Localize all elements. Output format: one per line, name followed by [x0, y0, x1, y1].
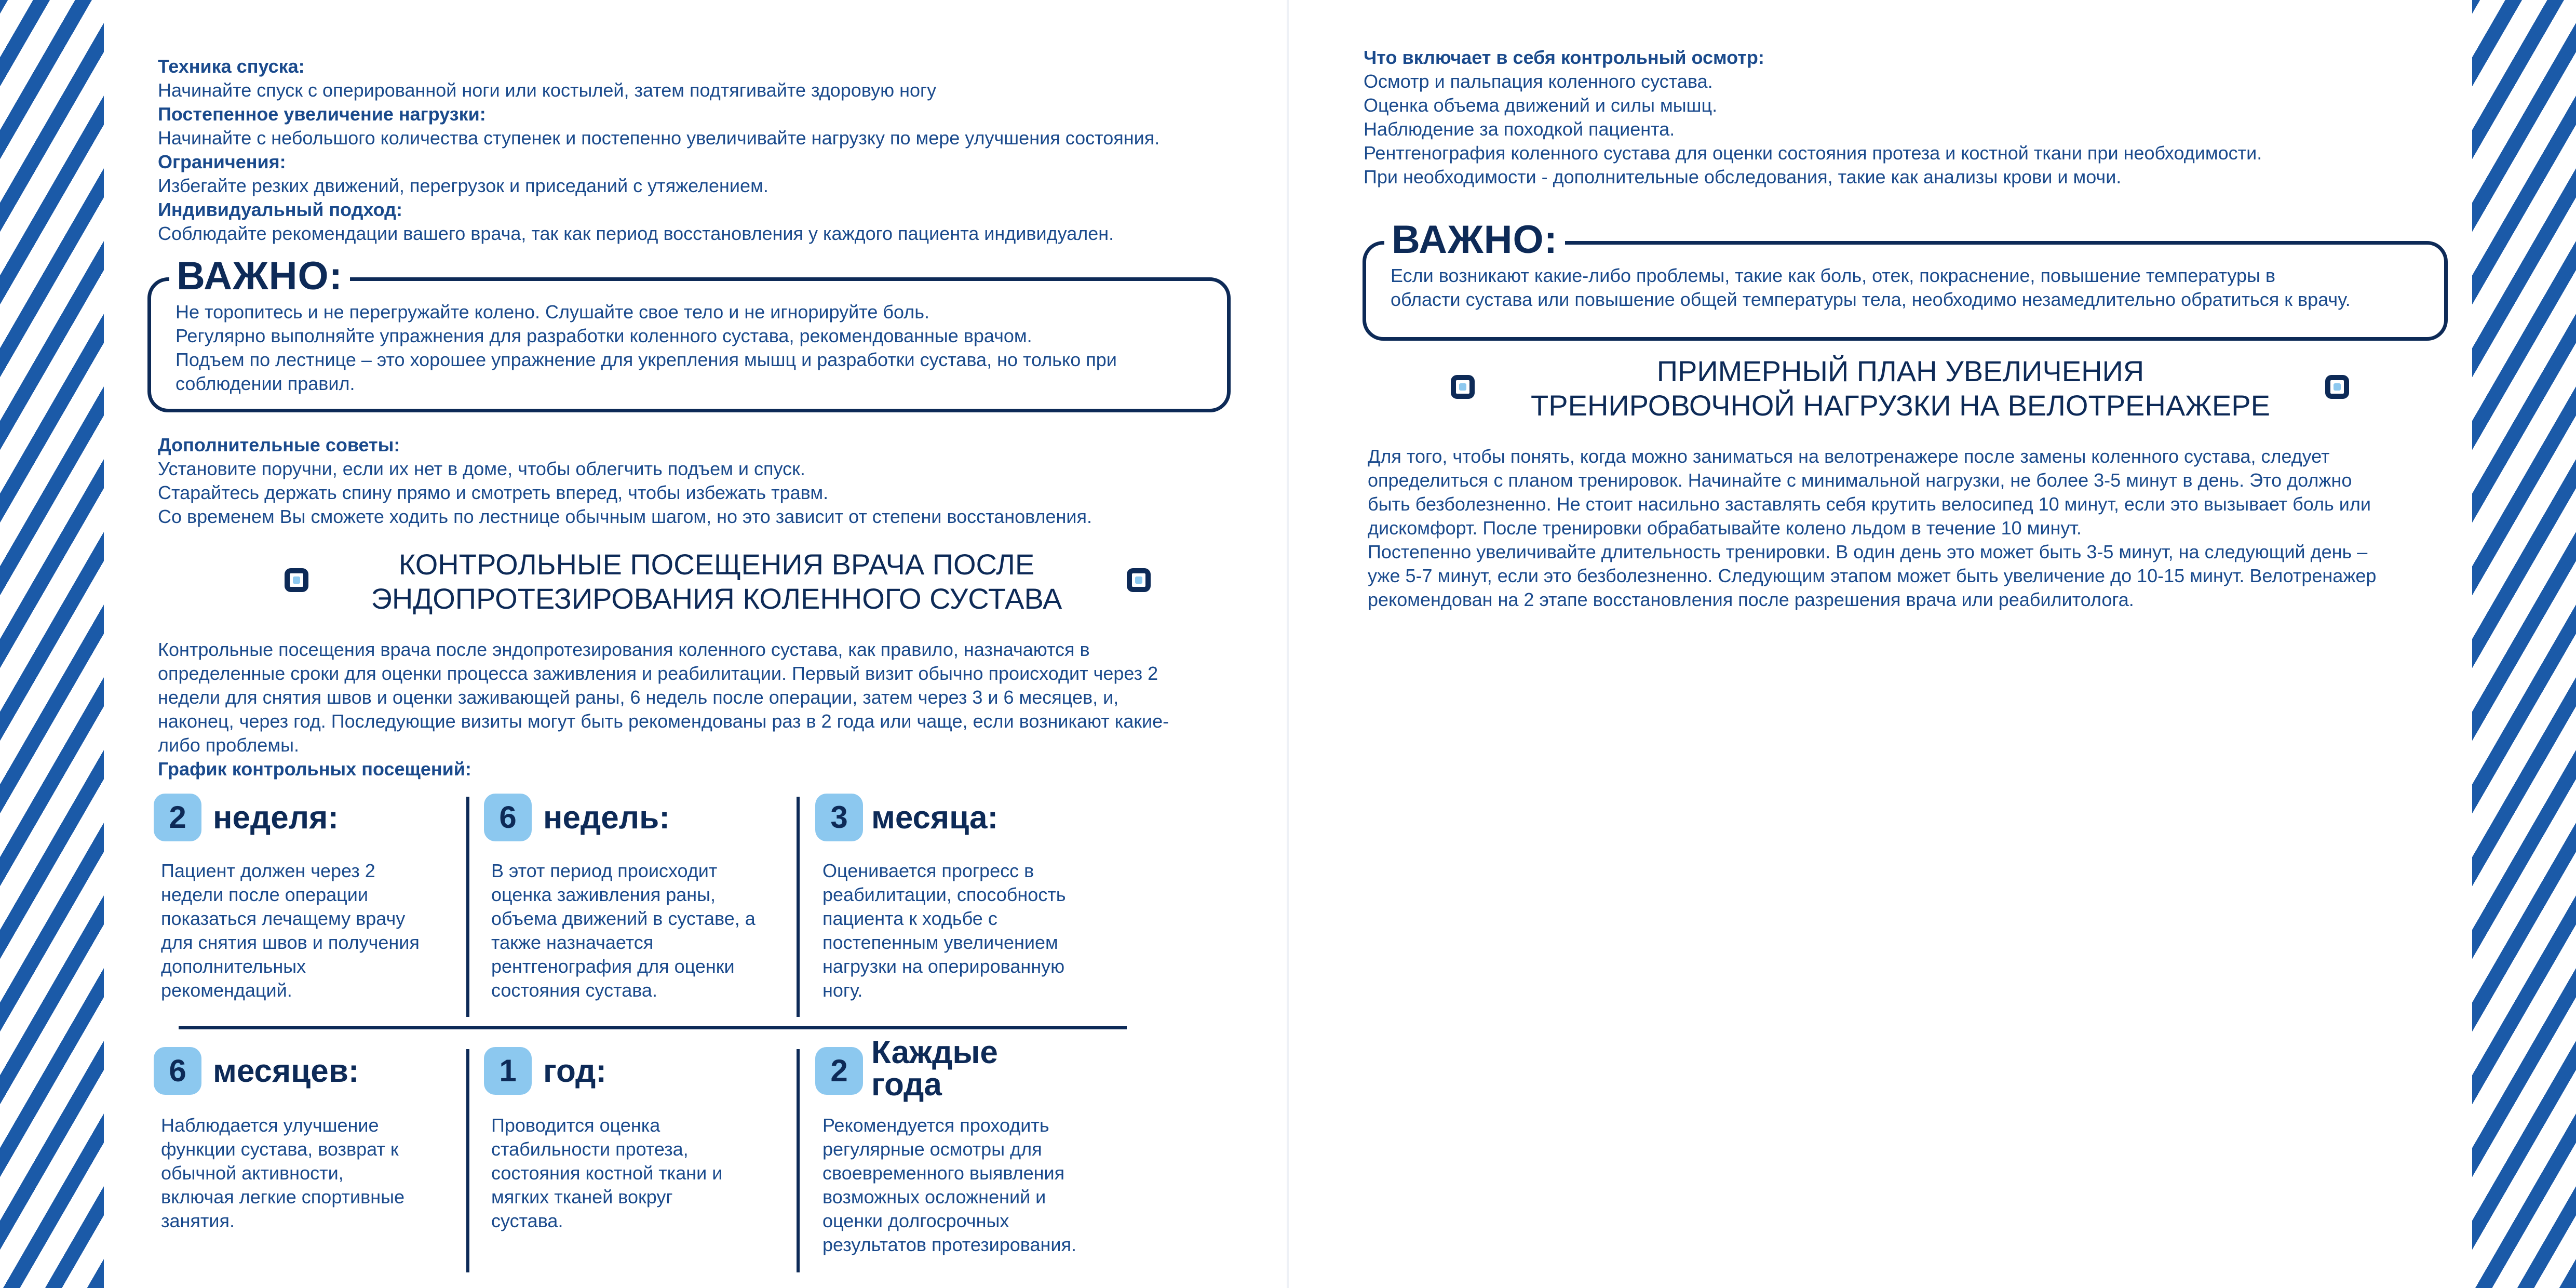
tips-section: [158, 433, 1092, 529]
important-title-right: ВАЖНО:: [1384, 219, 1565, 261]
heading-bullet-icon: [1451, 375, 1475, 399]
schedule-label: недель:: [543, 800, 670, 836]
important-line: соблюдении правил.: [176, 373, 355, 394]
schedule-text-line: рекомендаций.: [161, 980, 292, 1001]
plan-heading: [1485, 354, 2316, 423]
important-line: Регулярно выполняйте упражнения для разработки коленного сустава, рекомендованные врачом.: [176, 325, 1032, 346]
visits-heading: [322, 547, 1111, 616]
tips-line: Со временем Вы сможете ходить по лестнице обычным шагом, но это зависит от степени восстановления.: [158, 506, 1092, 527]
descent-section: [158, 55, 1159, 246]
schedule-divider: [466, 797, 469, 1017]
gradual-text: Начинайте с небольшого количества ступенек и постепенно увеличивайте нагрузку по мере улучшения состояния.: [158, 127, 1160, 149]
schedule-number-badge: 3: [815, 794, 863, 841]
schedule-text-line: состояния костной ткани и: [491, 1162, 723, 1184]
schedule-text: [491, 859, 782, 1002]
right-stripe-border: [2472, 0, 2576, 1288]
technique-title: Техника спуска:: [158, 56, 305, 77]
schedule-divider: [797, 1049, 800, 1272]
heading-bullet-icon: [1127, 568, 1151, 592]
schedule-text-line: ногу.: [822, 980, 863, 1001]
schedule-text-line: пациента к ходьбе с: [822, 908, 997, 929]
gradual-title: Постепенное увеличение нагрузки:: [158, 103, 486, 125]
tips-line: Старайтесь держать спину прямо и смотреть вперед, чтобы избежать травм.: [158, 482, 829, 503]
schedule-text-line: В этот период происходит: [491, 860, 718, 881]
schedule-divider: [466, 1049, 469, 1272]
schedule-text-line: мягких тканей вокруг: [491, 1186, 673, 1208]
plan-line: быть безболезненно. Не стоит насильно заставлять себя крутить велосипед 10 минут, если это вызывает боль или: [1368, 493, 2371, 515]
visits-heading-line1: КОНТРОЛЬНЫЕ ПОСЕЩЕНИЯ ВРАЧА ПОСЛЕ: [398, 548, 1035, 581]
schedule-text-line: состояния сустава.: [491, 980, 657, 1001]
schedule-text-line: дополнительных: [161, 956, 306, 977]
schedule-text-line: Оценивается прогресс в: [822, 860, 1034, 881]
schedule-text-line: регулярные осмотры для: [822, 1138, 1042, 1160]
schedule-text-line: своевременного выявления: [822, 1162, 1065, 1184]
schedule-number-badge: 6: [484, 794, 532, 841]
plan-line: определиться с планом тренировок. Начинайте с минимальной нагрузки, не более 3-5 минут в день. Это должно: [1368, 469, 2352, 491]
tips-title: Дополнительные советы:: [158, 434, 400, 455]
checkup-line: Оценка объема движений и силы мышц.: [1364, 95, 1718, 116]
visits-intro-line: недели для снятия швов и оценки заживающей раны, 6 недель после операции, затем через 3 и 6 месяцев, и,: [158, 687, 1119, 708]
schedule-text-line: рентгенография для оценки: [491, 956, 735, 977]
schedule-text: [161, 859, 452, 1002]
checkup-section: [1364, 46, 2262, 189]
heading-bullet-icon: [285, 568, 308, 592]
tips-line: Установите поручни, если их нет в доме, чтобы облегчить подъем и спуск.: [158, 458, 805, 479]
checkup-line: Рентгенография коленного сустава для оценки состояния протеза и костной ткани при необходимости.: [1364, 142, 2262, 164]
important-title-left: ВАЖНО:: [169, 256, 350, 297]
schedule-title: График контрольных посещений:: [158, 758, 471, 780]
technique-text: Начинайте спуск с оперированной ноги или костылей, затем подтягивайте здоровую ногу: [158, 79, 937, 101]
plan-line: уже 5-7 минут, если это безболезненно. Следующим этапом может быть увеличение до 10-15 минут. Велотренажер: [1368, 565, 2377, 586]
schedule-text-line: реабилитации, способность: [822, 884, 1066, 905]
schedule-label: год:: [543, 1053, 607, 1089]
schedule-text-line: объема движений в суставе, а: [491, 908, 756, 929]
schedule-label-line2: года: [871, 1067, 942, 1103]
schedule-divider: [179, 1026, 1127, 1029]
schedule-text-line: обычной активности,: [161, 1162, 344, 1184]
important-text-right: [1391, 264, 2351, 312]
plan-heading-line1: ПРИМЕРНЫЙ ПЛАН УВЕЛИЧЕНИЯ: [1656, 355, 2145, 387]
schedule-label: [871, 1037, 998, 1101]
important-line: Если возникают какие-либо проблемы, такие как боль, отек, покраснение, повышение температуры в: [1391, 265, 2276, 286]
schedule-text-line: Наблюдается улучшение: [161, 1115, 379, 1136]
left-stripe-border: [0, 0, 104, 1288]
plan-line: рекомендован на 2 этапе восстановления после разрешения врача или реабилитолога.: [1368, 589, 2134, 610]
checkup-line: Наблюдение за походкой пациента.: [1364, 118, 1675, 140]
schedule-text-line: функции сустава, возврат к: [161, 1138, 399, 1160]
schedule-text: [822, 859, 1113, 1002]
schedule-text-line: занятия.: [161, 1210, 235, 1231]
schedule-text-line: нагрузки на оперированную: [822, 956, 1065, 977]
plan-line: Постепенно увеличивайте длительность тренировки. В один день это может быть 3-5 минут, на следующий день –: [1368, 541, 2368, 562]
schedule-text-line: постепенным увеличением: [822, 932, 1058, 953]
schedule-label: месяцев:: [213, 1053, 359, 1089]
schedule-text-line: показаться лечащему врачу: [161, 908, 406, 929]
schedule-number-badge: 6: [154, 1047, 201, 1095]
schedule-number-badge: 1: [484, 1047, 532, 1095]
page-fold: [1287, 0, 1289, 1288]
plan-line: Для того, чтобы понять, когда можно заниматься на велотренажере после замены коленного сустава, следует: [1368, 446, 2330, 467]
schedule-text-line: недели после операции: [161, 884, 369, 905]
schedule-text: [822, 1113, 1113, 1257]
visits-intro-line: либо проблемы.: [158, 734, 299, 756]
schedule-text-line: стабильности протеза,: [491, 1138, 689, 1160]
visits-intro-line: Контрольные посещения врача после эндопротезирования коленного сустава, как правило, назначаются в: [158, 639, 1090, 660]
plan-text: [1368, 445, 2376, 612]
checkup-line: Осмотр и пальпация коленного сустава.: [1364, 71, 1713, 92]
schedule-text-line: оценки долгосрочных: [822, 1210, 1009, 1231]
important-text-left: [176, 300, 1117, 396]
individual-text: Соблюдайте рекомендации вашего врача, так как период восстановления у каждого пациента индивидуален.: [158, 223, 1114, 244]
plan-line: дискомфорт. После тренировки обрабатывайте колено льдом в течение 10 минут.: [1368, 517, 2082, 539]
important-line: Подъем по лестнице – это хорошее упражнение для укрепления мышц и разработки сустава, но только при: [176, 349, 1117, 370]
individual-title: Индивидуальный подход:: [158, 199, 402, 220]
schedule-label-line1: Каждые: [871, 1035, 998, 1070]
schedule-text-line: Проводится оценка: [491, 1115, 660, 1136]
schedule-divider: [797, 797, 800, 1017]
visits-intro-line: определенные сроки для оценки процесса заживления и реабилитации. Первый визит обычно происходит через 2: [158, 663, 1158, 684]
schedule-text-line: включая легкие спортивные: [161, 1186, 405, 1208]
schedule-text-line: возможных осложнений и: [822, 1186, 1046, 1208]
important-line: области сустава или повышение общей температуры тела, необходимо незамедлительно обратиться к врачу.: [1391, 289, 2351, 310]
visits-heading-line2: ЭНДОПРОТЕЗИРОВАНИЯ КОЛЕННОГО СУСТАВА: [371, 582, 1062, 615]
schedule-text: [491, 1113, 782, 1233]
checkup-line: При необходимости - дополнительные обследования, такие как анализы крови и мочи.: [1364, 166, 2122, 187]
schedule-text-line: результатов протезирования.: [822, 1234, 1077, 1255]
schedule-text: [161, 1113, 452, 1233]
schedule-label: неделя:: [213, 800, 339, 836]
important-line: Не торопитесь и не перегружайте колено. Слушайте свое тело и не игнорируйте боль.: [176, 301, 929, 323]
limits-title: Ограничения:: [158, 151, 286, 172]
schedule-text-line: оценка заживления раны,: [491, 884, 716, 905]
visits-intro: [158, 638, 1169, 781]
schedule-number-badge: 2: [815, 1047, 863, 1095]
schedule-number-badge: 2: [154, 794, 201, 841]
schedule-text-line: также назначается: [491, 932, 654, 953]
schedule-label: месяца:: [871, 800, 999, 836]
limits-text: Избегайте резких движений, перегрузок и приседаний с утяжелением.: [158, 175, 768, 196]
plan-heading-line2: ТРЕНИРОВОЧНОЙ НАГРУЗКИ НА ВЕЛОТРЕНАЖЕРЕ: [1531, 389, 2270, 422]
schedule-text-line: Рекомендуется проходить: [822, 1115, 1049, 1136]
schedule-text-line: для снятия швов и получения: [161, 932, 420, 953]
heading-bullet-icon: [2325, 375, 2349, 399]
visits-intro-line: наконец, через год. Последующие визиты могут быть рекомендованы раз в 2 года или чаще, если возникают какие-: [158, 710, 1169, 732]
schedule-text-line: Пациент должен через 2: [161, 860, 375, 881]
checkup-title: Что включает в себя контрольный осмотр:: [1364, 47, 1764, 68]
schedule-text-line: сустава.: [491, 1210, 563, 1231]
